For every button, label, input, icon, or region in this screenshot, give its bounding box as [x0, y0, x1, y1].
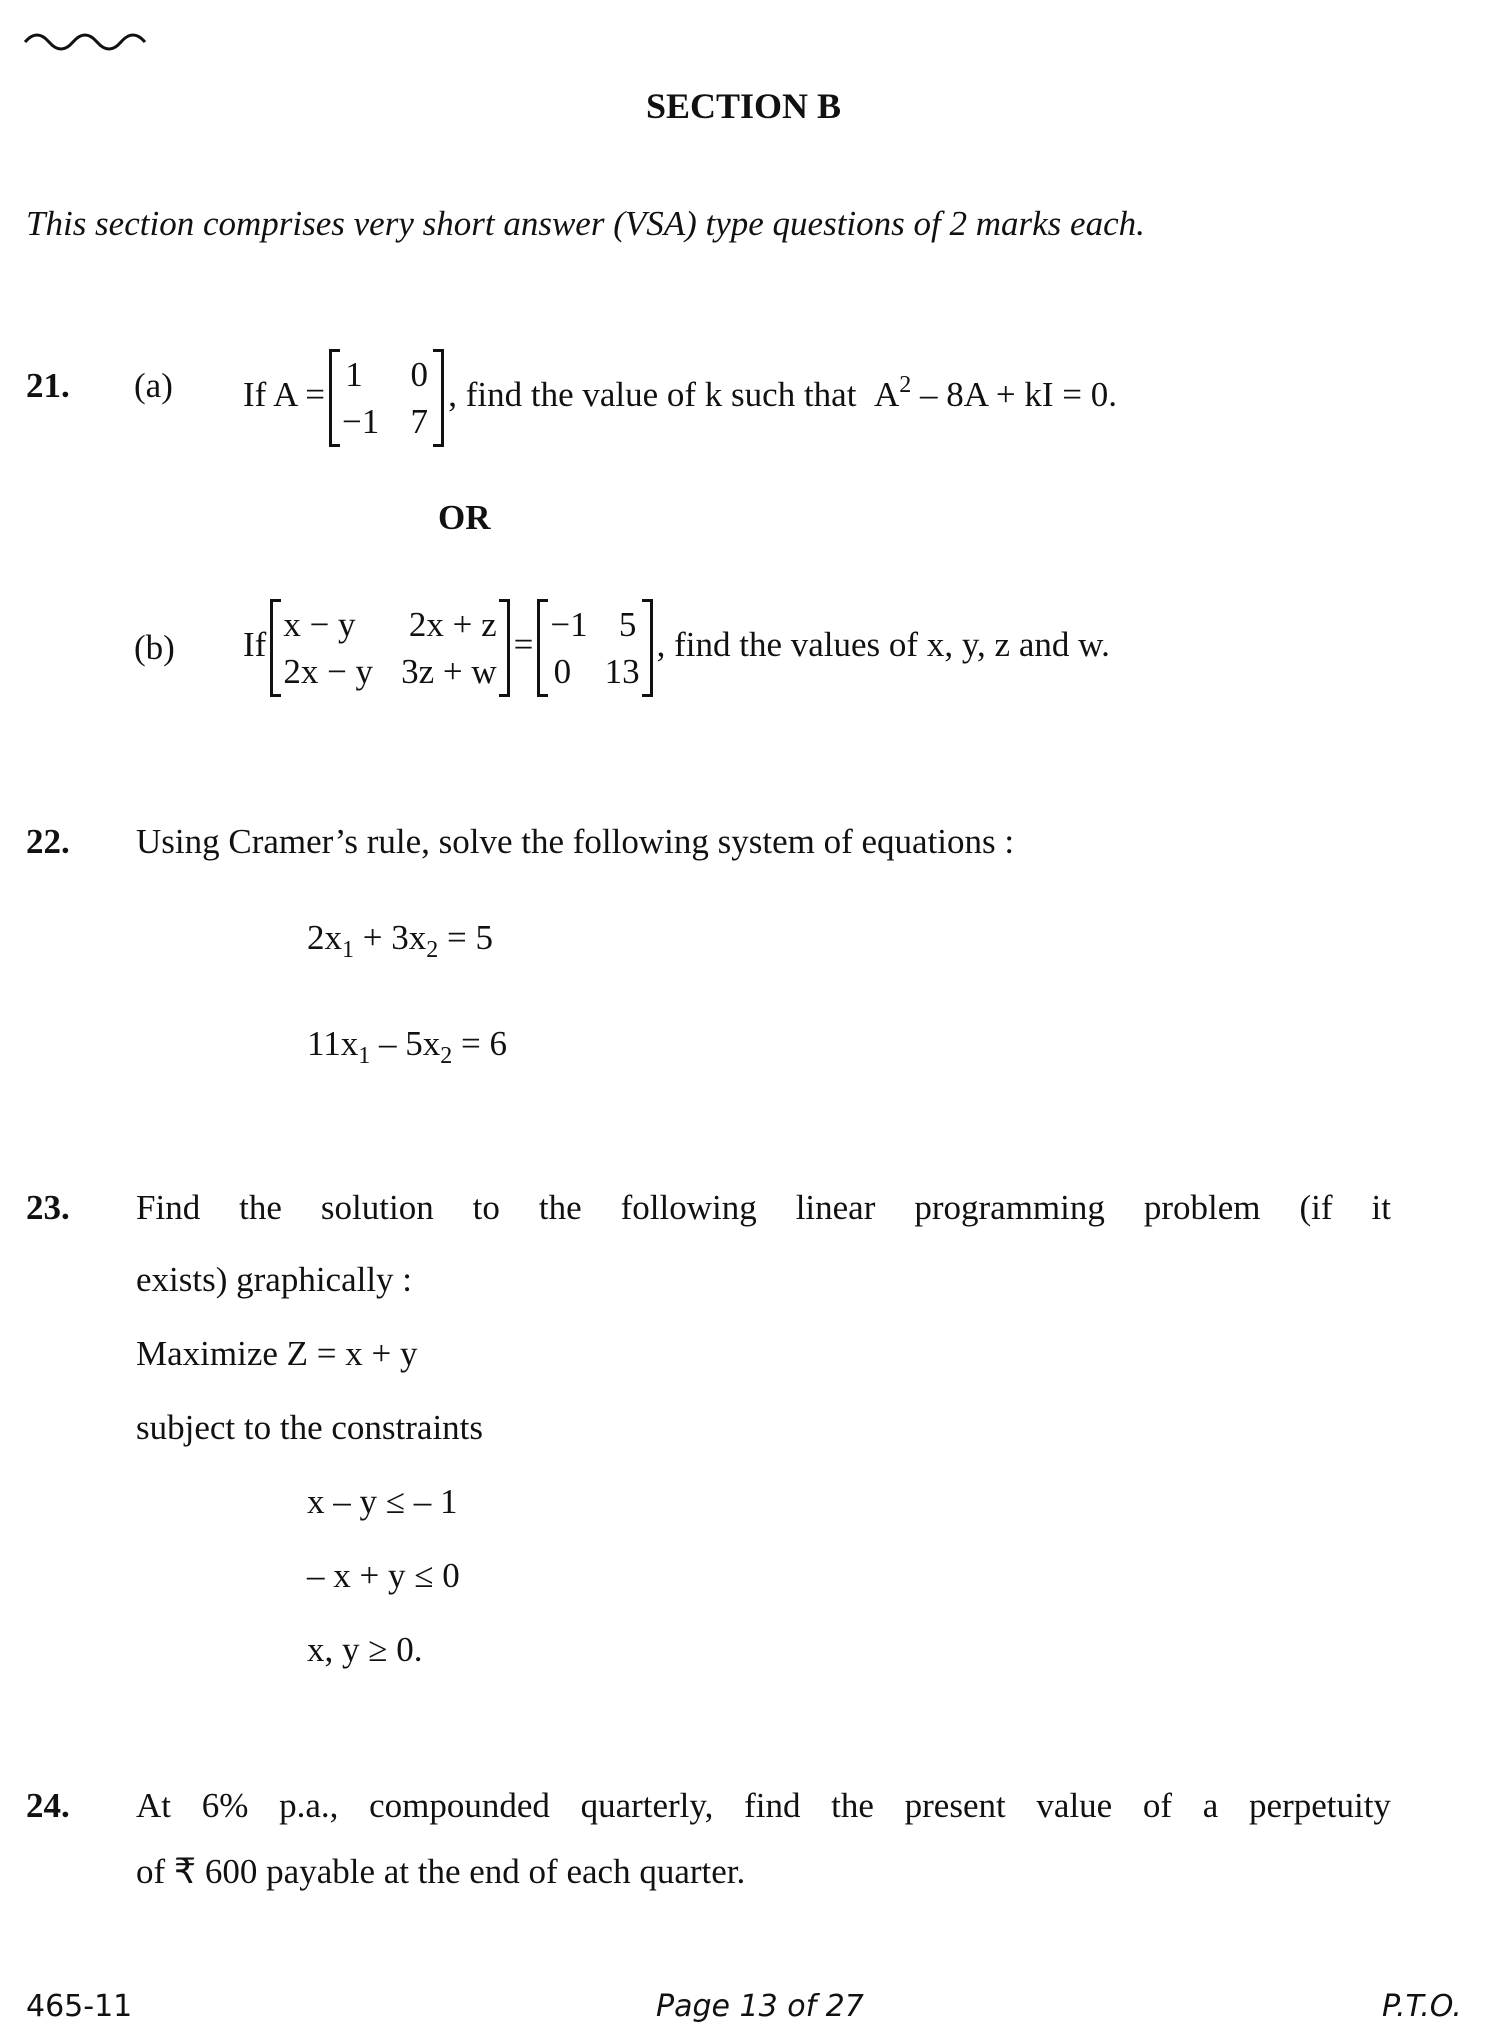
- or-label: OR: [438, 498, 491, 537]
- question-number-24: 24.: [26, 1786, 70, 1825]
- constraint-3: x, y ≥ 0.: [307, 1630, 423, 1669]
- subject-to: subject to the constraints: [136, 1408, 484, 1447]
- q23-line2: exists) graphically :: [136, 1260, 413, 1299]
- matrix-left: x − y 2x + z 2x − y 3z + w: [270, 599, 509, 698]
- question-number-21: 21.: [26, 366, 70, 405]
- q23-line1: Find the solution to the following linear programming problem (if it: [136, 1188, 1391, 1227]
- question-number-22: 22.: [26, 822, 70, 861]
- matrix-a: 1 0 −1 7: [329, 349, 444, 448]
- equation-1: $2x_1 + 3x_2 = 5$: [307, 918, 493, 963]
- if-text: If A =: [243, 375, 325, 414]
- paper-code: 465-11: [26, 1989, 133, 2024]
- question-number-23: 23.: [26, 1188, 70, 1227]
- objective: Maximize Z = x + y: [136, 1334, 418, 1373]
- equation-2: $11x_1 - 5x_2 = 6$: [307, 1024, 507, 1069]
- part-a-label: (a): [134, 366, 173, 405]
- q21a-text: If A = 1 0 −1 7 , find the value of k such that $A^2 - 8A$ + kI = 0.: [243, 330, 1117, 440]
- pto-label: P.T.O.: [1382, 1989, 1462, 2024]
- q21b-text: If x − y 2x + z 2x − y 3z + w = −1 5 0 13 , find the values of x, y, z and w.: [243, 590, 1110, 700]
- q24-line2: of ₹ 600 payable at the end of each quarter.: [136, 1852, 746, 1891]
- page-number: Page 13 of 27: [656, 1989, 864, 2024]
- constraint-2: – x + y ≤ 0: [307, 1556, 460, 1595]
- section-title: SECTION B: [646, 86, 842, 126]
- q22-text: Using Cramer’s rule, solve the following system of equations :: [136, 822, 1015, 861]
- section-intro: This section comprises very short answer (VSA) type questions of 2 marks each.: [26, 204, 1145, 243]
- q24-line1: At 6% p.a., compounded quarterly, find the present value of a perpetuity: [136, 1786, 1391, 1825]
- part-b-label: (b): [134, 628, 175, 667]
- wave-mark-icon: [22, 28, 157, 52]
- constraint-1: x – y ≤ – 1: [307, 1482, 458, 1521]
- matrix-right: −1 5 0 13: [537, 599, 652, 698]
